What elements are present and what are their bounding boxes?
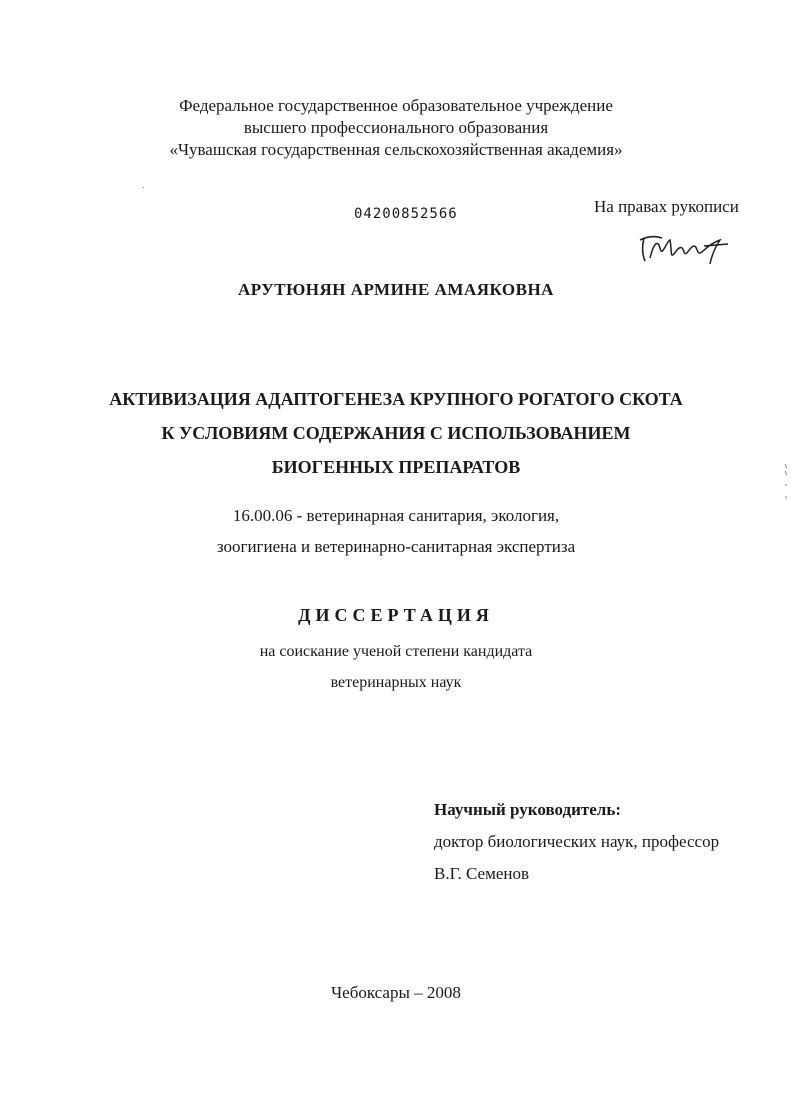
signature-icon — [636, 228, 736, 268]
specialty-line-2: зоогигиена и ветеринарно-санитарная экспертиза — [216, 537, 576, 556]
supervisor-block — [434, 794, 719, 890]
degree-line-1: на соискание ученой степени кандидата — [259, 643, 533, 660]
dissertation-title — [0, 382, 792, 484]
title-line-3: БИОГЕННЫХ ПРЕПАРАТОВ — [271, 457, 521, 477]
scan-artifact — [143, 187, 144, 188]
specialty-line-1: 16.00.06 - ветеринарная санитария, экология, — [232, 506, 560, 525]
institution-block — [0, 95, 792, 161]
supervisor-name: В.Г. Семенов — [434, 864, 530, 883]
title-line-1: АКТИВИЗАЦИЯ АДАПТОГЕНЕЗА КРУПНОГО РОГАТОГО СКОТА — [109, 389, 683, 409]
institution-line-1: Федеральное государственное образовательное учреждение — [179, 96, 613, 115]
rights-notice: На правах рукописи — [594, 197, 739, 216]
specialty-block — [0, 500, 792, 562]
institution-line-2: высшего профессионального образования — [243, 118, 549, 137]
registration-number: 04200852566 — [354, 206, 458, 222]
degree-block — [0, 636, 792, 698]
title-line-2: К УСЛОВИЯМ СОДЕРЖАНИЯ С ИСПОЛЬЗОВАНИЕМ — [161, 423, 631, 443]
institution-line-3: «Чувашская государственная сельскохозяйственная академия» — [169, 140, 623, 159]
degree-line-2: ветеринарных наук — [330, 674, 462, 691]
supervisor-position: доктор биологических наук, профессор — [434, 832, 720, 851]
document-type: ДИССЕРТАЦИЯ — [298, 605, 494, 625]
author-name: АРУТЮНЯН АРМИНЕ АМАЯКОВНА — [238, 280, 554, 299]
supervisor-heading: Научный руководитель: — [434, 800, 621, 819]
city-year: Чебоксары – 2008 — [331, 983, 461, 1002]
